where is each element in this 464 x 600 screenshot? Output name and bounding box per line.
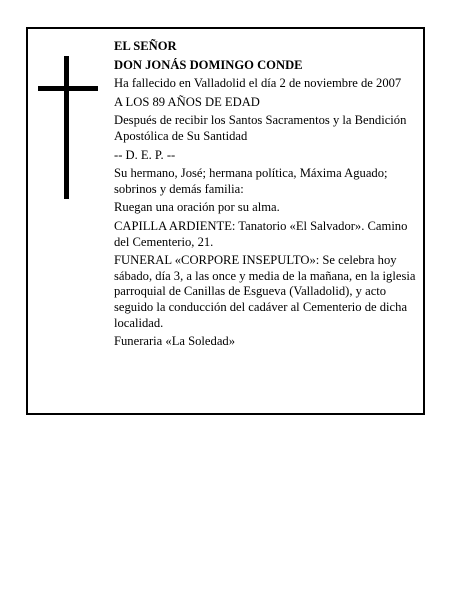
- notice-title: EL SEÑOR: [114, 39, 177, 53]
- cross-vertical-bar: [64, 56, 69, 199]
- funeral-info: FUNERAL «CORPORE INSEPULTO»: Se celebra hoy sábado, día 3, a las once y media de la mañana, en la iglesia parroquial de Canillas de Esgueva (Valladolid), y acto seguido la conducción del cadáver al Cementerio de dicha localidad.: [114, 253, 416, 330]
- sacraments-statement: Después de recibir los Santos Sacramentos y la Bendición Apostólica de Su Santidad: [114, 113, 407, 143]
- deceased-name: DON JONÁS DOMINGO CONDE: [114, 57, 303, 72]
- cross-horizontal-bar: [38, 86, 98, 91]
- death-statement: Ha fallecido en Valladolid el día 2 de noviembre de 2007: [114, 76, 402, 91]
- age-statement: A LOS 89 AÑOS DE EDAD: [114, 94, 260, 109]
- rip-line: -- D. E. P. --: [114, 147, 176, 162]
- obituary-notice: [26, 27, 425, 415]
- family-statement: Su hermano, José; hermana política, Máxima Aguado; sobrinos y demás familia:: [114, 166, 388, 196]
- cross-icon: [38, 56, 98, 199]
- notice-body: [114, 39, 420, 353]
- funeral-home: Funeraria «La Soledad»: [114, 334, 235, 349]
- chapel-info: CAPILLA ARDIENTE: Tanatorio «El Salvador». Camino del Cementerio, 21.: [114, 218, 408, 249]
- prayer-request: Ruegan una oración por su alma.: [114, 200, 280, 215]
